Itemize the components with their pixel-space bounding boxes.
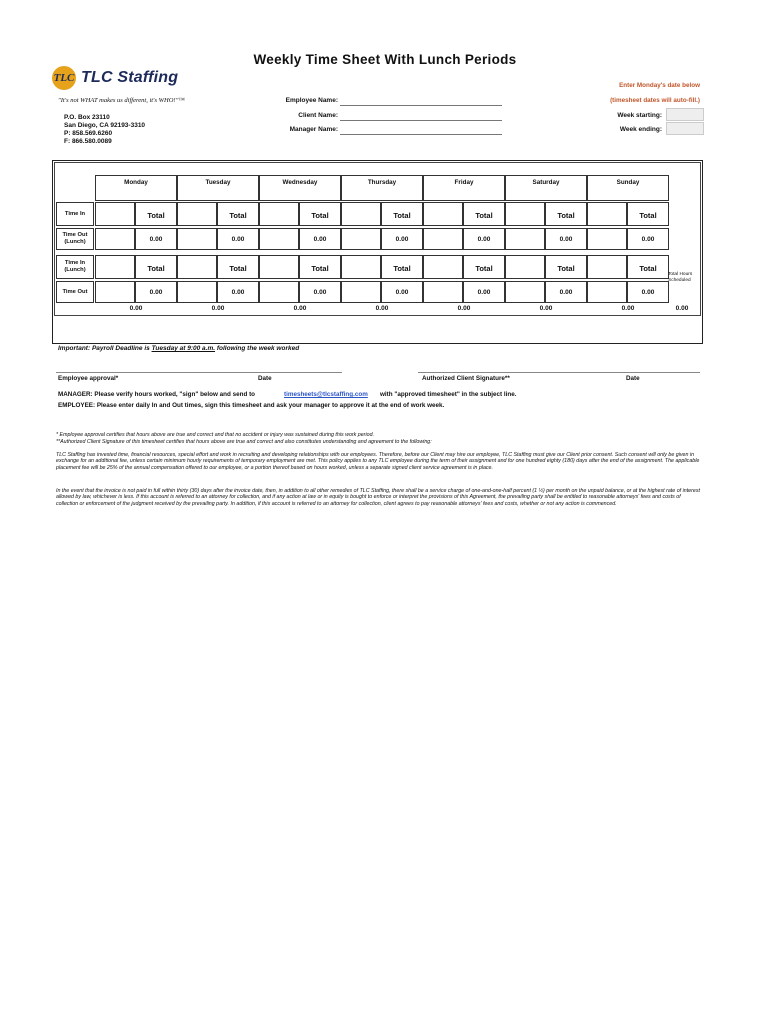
email-link[interactable]: timesheets@tlcstaffing.com bbox=[284, 391, 368, 398]
deadline-when: Tuesday at 9:00 a.m. bbox=[151, 345, 216, 352]
company-name: TLC Staffing bbox=[81, 69, 179, 86]
time-entry-sunday-row2[interactable] bbox=[587, 228, 627, 250]
time-entry-thursday-row1[interactable] bbox=[341, 202, 381, 226]
total-header-cell bbox=[545, 202, 587, 226]
time-entry-sunday-row1[interactable] bbox=[587, 202, 627, 226]
time-entry-monday-row1[interactable] bbox=[95, 202, 135, 226]
time-entry-friday-row2[interactable] bbox=[423, 228, 463, 250]
total-header-cell bbox=[135, 202, 177, 226]
row-total-cell bbox=[217, 228, 259, 250]
client-signature-label: Authorized Client Signature** bbox=[422, 375, 510, 382]
deadline-prefix: Important: Payroll Deadline is bbox=[58, 345, 152, 352]
row-total-cell bbox=[299, 281, 341, 303]
row-total-value: 0.00 bbox=[477, 236, 491, 243]
time-entry-thursday-row2[interactable] bbox=[341, 228, 381, 250]
row-total-cell bbox=[627, 281, 669, 303]
time-entry-tuesday-row2[interactable] bbox=[177, 228, 217, 250]
total-header-cell bbox=[217, 202, 259, 226]
day-header-label: Friday bbox=[454, 179, 474, 186]
row-total-value: 0.00 bbox=[395, 289, 409, 296]
deadline-suffix: following the week worked bbox=[215, 345, 300, 352]
total-label: Total bbox=[229, 264, 247, 273]
row-total-value: 0.00 bbox=[149, 289, 163, 296]
time-entry-wednesday-row4[interactable] bbox=[259, 281, 299, 303]
total-header-cell bbox=[627, 202, 669, 226]
day-header-label: Saturday bbox=[532, 179, 560, 186]
day-header-label: Monday bbox=[124, 179, 148, 186]
total-label: Total bbox=[229, 211, 247, 220]
day-header-label: Sunday bbox=[616, 179, 640, 186]
company-logo bbox=[52, 66, 178, 90]
address-line: P: 858.569.6260 bbox=[64, 130, 113, 137]
daily-total-friday: 0.00 bbox=[457, 305, 471, 312]
time-out-lunch-label-cell bbox=[56, 228, 94, 250]
row-total-value: 0.00 bbox=[231, 236, 245, 243]
time-entry-friday-row4[interactable] bbox=[423, 281, 463, 303]
time-entry-monday-row2[interactable] bbox=[95, 228, 135, 250]
employee-signature-line[interactable] bbox=[56, 372, 342, 373]
time-entry-saturday-row1[interactable] bbox=[505, 202, 545, 226]
time-entry-tuesday-row1[interactable] bbox=[177, 202, 217, 226]
row-total-value: 0.00 bbox=[477, 289, 491, 296]
time-entry-sunday-row3[interactable] bbox=[587, 255, 627, 279]
total-header-cell bbox=[463, 202, 505, 226]
row-total-cell bbox=[545, 228, 587, 250]
row-total-value: 0.00 bbox=[641, 236, 655, 243]
total-header-cell bbox=[463, 255, 505, 279]
total-label: Total bbox=[393, 211, 411, 220]
day-header-wednesday bbox=[259, 175, 341, 201]
total-label: Total bbox=[147, 264, 165, 273]
manager-instruction-prefix: MANAGER: Please verify hours worked, "sign" below and send to bbox=[58, 391, 256, 398]
page-title: Weekly Time Sheet With Lunch Periods bbox=[253, 52, 517, 67]
total-header-cell bbox=[627, 255, 669, 279]
daily-total-tuesday: 0.00 bbox=[211, 305, 225, 312]
total-header-cell bbox=[299, 202, 341, 226]
total-header-cell bbox=[545, 255, 587, 279]
row-total-cell bbox=[299, 228, 341, 250]
payment-terms-note: In the event that the invoice is not paid in full within thirty (30) days after the invoice date, then, in addition to all other remedies of TLC Staffing, there shall be a service charge of one-and-one-half percent (1 ½) per month on the unpaid balance, or at the highest rate of interest allowed by law, whichever is less. If this account is referred to an attorney for collection, and if any action at law or in equity is bought to enforce or interpret the provisions of this Agreement, the prevailing party shall be entitled to reasonable attorneys' fees and costs of collection or enforcement of the judgment received by the prevailing party. In addition, if this account is referred to an attorney for collection, client agrees to pay reasonable attorneys' fees and costs, whether or not any action is commenced. bbox=[56, 488, 700, 507]
time-entry-tuesday-row3[interactable] bbox=[177, 255, 217, 279]
total-header-cell bbox=[217, 255, 259, 279]
total-label: Total bbox=[475, 211, 493, 220]
time-entry-sunday-row4[interactable] bbox=[587, 281, 627, 303]
employee-name-label: Employee Name: bbox=[285, 97, 338, 104]
employee-instruction: EMPLOYEE: Please enter daily In and Out times, sign this timesheet and ask your manager to approve it at the end of work week. bbox=[58, 402, 445, 409]
time-entry-thursday-row4[interactable] bbox=[341, 281, 381, 303]
employee-date-label: Date bbox=[258, 375, 272, 382]
time-out-label: Time Out bbox=[62, 289, 88, 295]
total-hours-label: Total Hours Scheduled bbox=[668, 272, 693, 283]
time-entry-saturday-row2[interactable] bbox=[505, 228, 545, 250]
row-total-value: 0.00 bbox=[149, 236, 163, 243]
time-entry-saturday-row4[interactable] bbox=[505, 281, 545, 303]
client-signature-line[interactable] bbox=[418, 372, 700, 373]
week-ending-label: Week ending: bbox=[619, 126, 662, 133]
row-total-cell bbox=[381, 281, 423, 303]
company-address bbox=[64, 114, 145, 146]
time-entry-monday-row4[interactable] bbox=[95, 281, 135, 303]
time-entry-thursday-row3[interactable] bbox=[341, 255, 381, 279]
payroll-deadline bbox=[58, 345, 299, 352]
time-in-lunch-label-cell bbox=[56, 255, 94, 279]
logo-initials: TLC bbox=[53, 72, 75, 84]
row-total-cell bbox=[135, 281, 177, 303]
time-entry-tuesday-row4[interactable] bbox=[177, 281, 217, 303]
time-entry-monday-row3[interactable] bbox=[95, 255, 135, 279]
client-signature-note: **Authorized Client Signature of this timesheet certifies that hours above are true and correct and also constitutes understanding and agreement to the following: bbox=[56, 439, 432, 445]
time-entry-saturday-row3[interactable] bbox=[505, 255, 545, 279]
daily-total-thursday: 0.00 bbox=[375, 305, 389, 312]
time-entry-wednesday-row3[interactable] bbox=[259, 255, 299, 279]
manager-name-label: Manager Name: bbox=[289, 126, 338, 133]
time-in-label: Time In bbox=[64, 211, 86, 217]
address-line: F: 866.580.0089 bbox=[64, 138, 112, 145]
day-header-tuesday bbox=[177, 175, 259, 201]
client-name-label: Client Name: bbox=[298, 112, 338, 119]
row-total-cell bbox=[217, 281, 259, 303]
day-header-label: Wednesday bbox=[282, 179, 318, 186]
row-total-cell bbox=[381, 228, 423, 250]
employee-name-field[interactable] bbox=[340, 97, 502, 106]
row-total-value: 0.00 bbox=[231, 289, 245, 296]
total-label: Total bbox=[311, 211, 329, 220]
time-in-lunch-label: Time In (Lunch) bbox=[64, 260, 86, 273]
daily-total-wednesday: 0.00 bbox=[293, 305, 307, 312]
company-tagline: "It's not WHAT makes us different, it's WHO!"™ bbox=[58, 97, 185, 104]
employee-approval-note: * Employee approval certifies that hours above are true and correct and that no accident or injury was sustained during this work period. bbox=[56, 432, 374, 438]
day-header-monday bbox=[95, 175, 177, 201]
week-starting-input[interactable] bbox=[666, 108, 704, 121]
address-line: San Diego, CA 92193-3310 bbox=[64, 122, 146, 129]
row-total-value: 0.00 bbox=[313, 236, 327, 243]
week-ending-input[interactable] bbox=[666, 122, 704, 135]
auto-fill-note: (timesheet dates will auto-fill.) bbox=[610, 97, 700, 104]
row-total-value: 0.00 bbox=[641, 289, 655, 296]
daily-total-sunday: 0.00 bbox=[621, 305, 635, 312]
row-total-cell bbox=[545, 281, 587, 303]
total-header-cell bbox=[381, 255, 423, 279]
total-label: Total bbox=[475, 264, 493, 273]
row-total-value: 0.00 bbox=[395, 236, 409, 243]
row-total-value: 0.00 bbox=[559, 236, 573, 243]
manager-name-field[interactable] bbox=[340, 126, 502, 135]
time-in-label-cell bbox=[56, 202, 94, 226]
employee-approval-label: Employee approval* bbox=[58, 375, 119, 382]
day-header-saturday bbox=[505, 175, 587, 201]
client-name-field[interactable] bbox=[340, 112, 502, 121]
day-header-thursday bbox=[341, 175, 423, 201]
row-total-cell bbox=[135, 228, 177, 250]
time-entry-wednesday-row2[interactable] bbox=[259, 228, 299, 250]
total-label: Total bbox=[557, 264, 575, 273]
time-entry-wednesday-row1[interactable] bbox=[259, 202, 299, 226]
time-out-lunch-label: Time Out (Lunch) bbox=[62, 232, 88, 245]
day-header-label: Tuesday bbox=[205, 179, 231, 186]
total-header-cell bbox=[381, 202, 423, 226]
row-total-value: 0.00 bbox=[559, 289, 573, 296]
daily-total-monday: 0.00 bbox=[129, 305, 143, 312]
total-label: Total bbox=[557, 211, 575, 220]
row-total-cell bbox=[627, 228, 669, 250]
total-header-cell bbox=[135, 255, 177, 279]
placement-policy-note: TLC Staffing has invested time, financial resources, special effort and work in recruiting and developing relationships with our employees. Therefore, before our Client may hire our employee, TLC Staffing must give our Client prior consent. Such consent will only be given in exchange for an additional fee, unless certain minimum hourly requirements of temporary employment are met. This policy applies to any TLC employee during the term of their assignment and for one hundred eighty (180) days after the end of the assignment. The applicable placement fee will be 25% of the annual compensation offered to our employee, or a portion thereof based on hours worked, unless a separate signed client service agreement is in place. bbox=[56, 452, 700, 471]
manager-instruction bbox=[58, 391, 255, 398]
client-date-label: Date bbox=[626, 375, 640, 382]
day-header-friday bbox=[423, 175, 505, 201]
logo-emblem-icon bbox=[52, 66, 76, 90]
total-label: Total bbox=[311, 264, 329, 273]
time-out-label-cell bbox=[56, 281, 94, 303]
total-label: Total bbox=[639, 211, 657, 220]
address-line: P.O. Box 23110 bbox=[64, 114, 110, 121]
total-label: Total bbox=[639, 264, 657, 273]
grand-total: 0.00 bbox=[675, 305, 689, 312]
total-label: Total bbox=[147, 211, 165, 220]
week-starting-label: Week starting: bbox=[617, 112, 662, 119]
day-header-label: Thursday bbox=[367, 179, 397, 186]
time-entry-friday-row1[interactable] bbox=[423, 202, 463, 226]
total-label: Total bbox=[393, 264, 411, 273]
day-header-sunday bbox=[587, 175, 669, 201]
row-total-value: 0.00 bbox=[313, 289, 327, 296]
time-entry-friday-row3[interactable] bbox=[423, 255, 463, 279]
date-instruction: Enter Monday's date below bbox=[619, 82, 700, 89]
total-header-cell bbox=[299, 255, 341, 279]
row-total-cell bbox=[463, 228, 505, 250]
row-total-cell bbox=[463, 281, 505, 303]
manager-instruction-suffix: with "approved timesheet" in the subject line. bbox=[380, 391, 517, 398]
daily-total-saturday: 0.00 bbox=[539, 305, 553, 312]
